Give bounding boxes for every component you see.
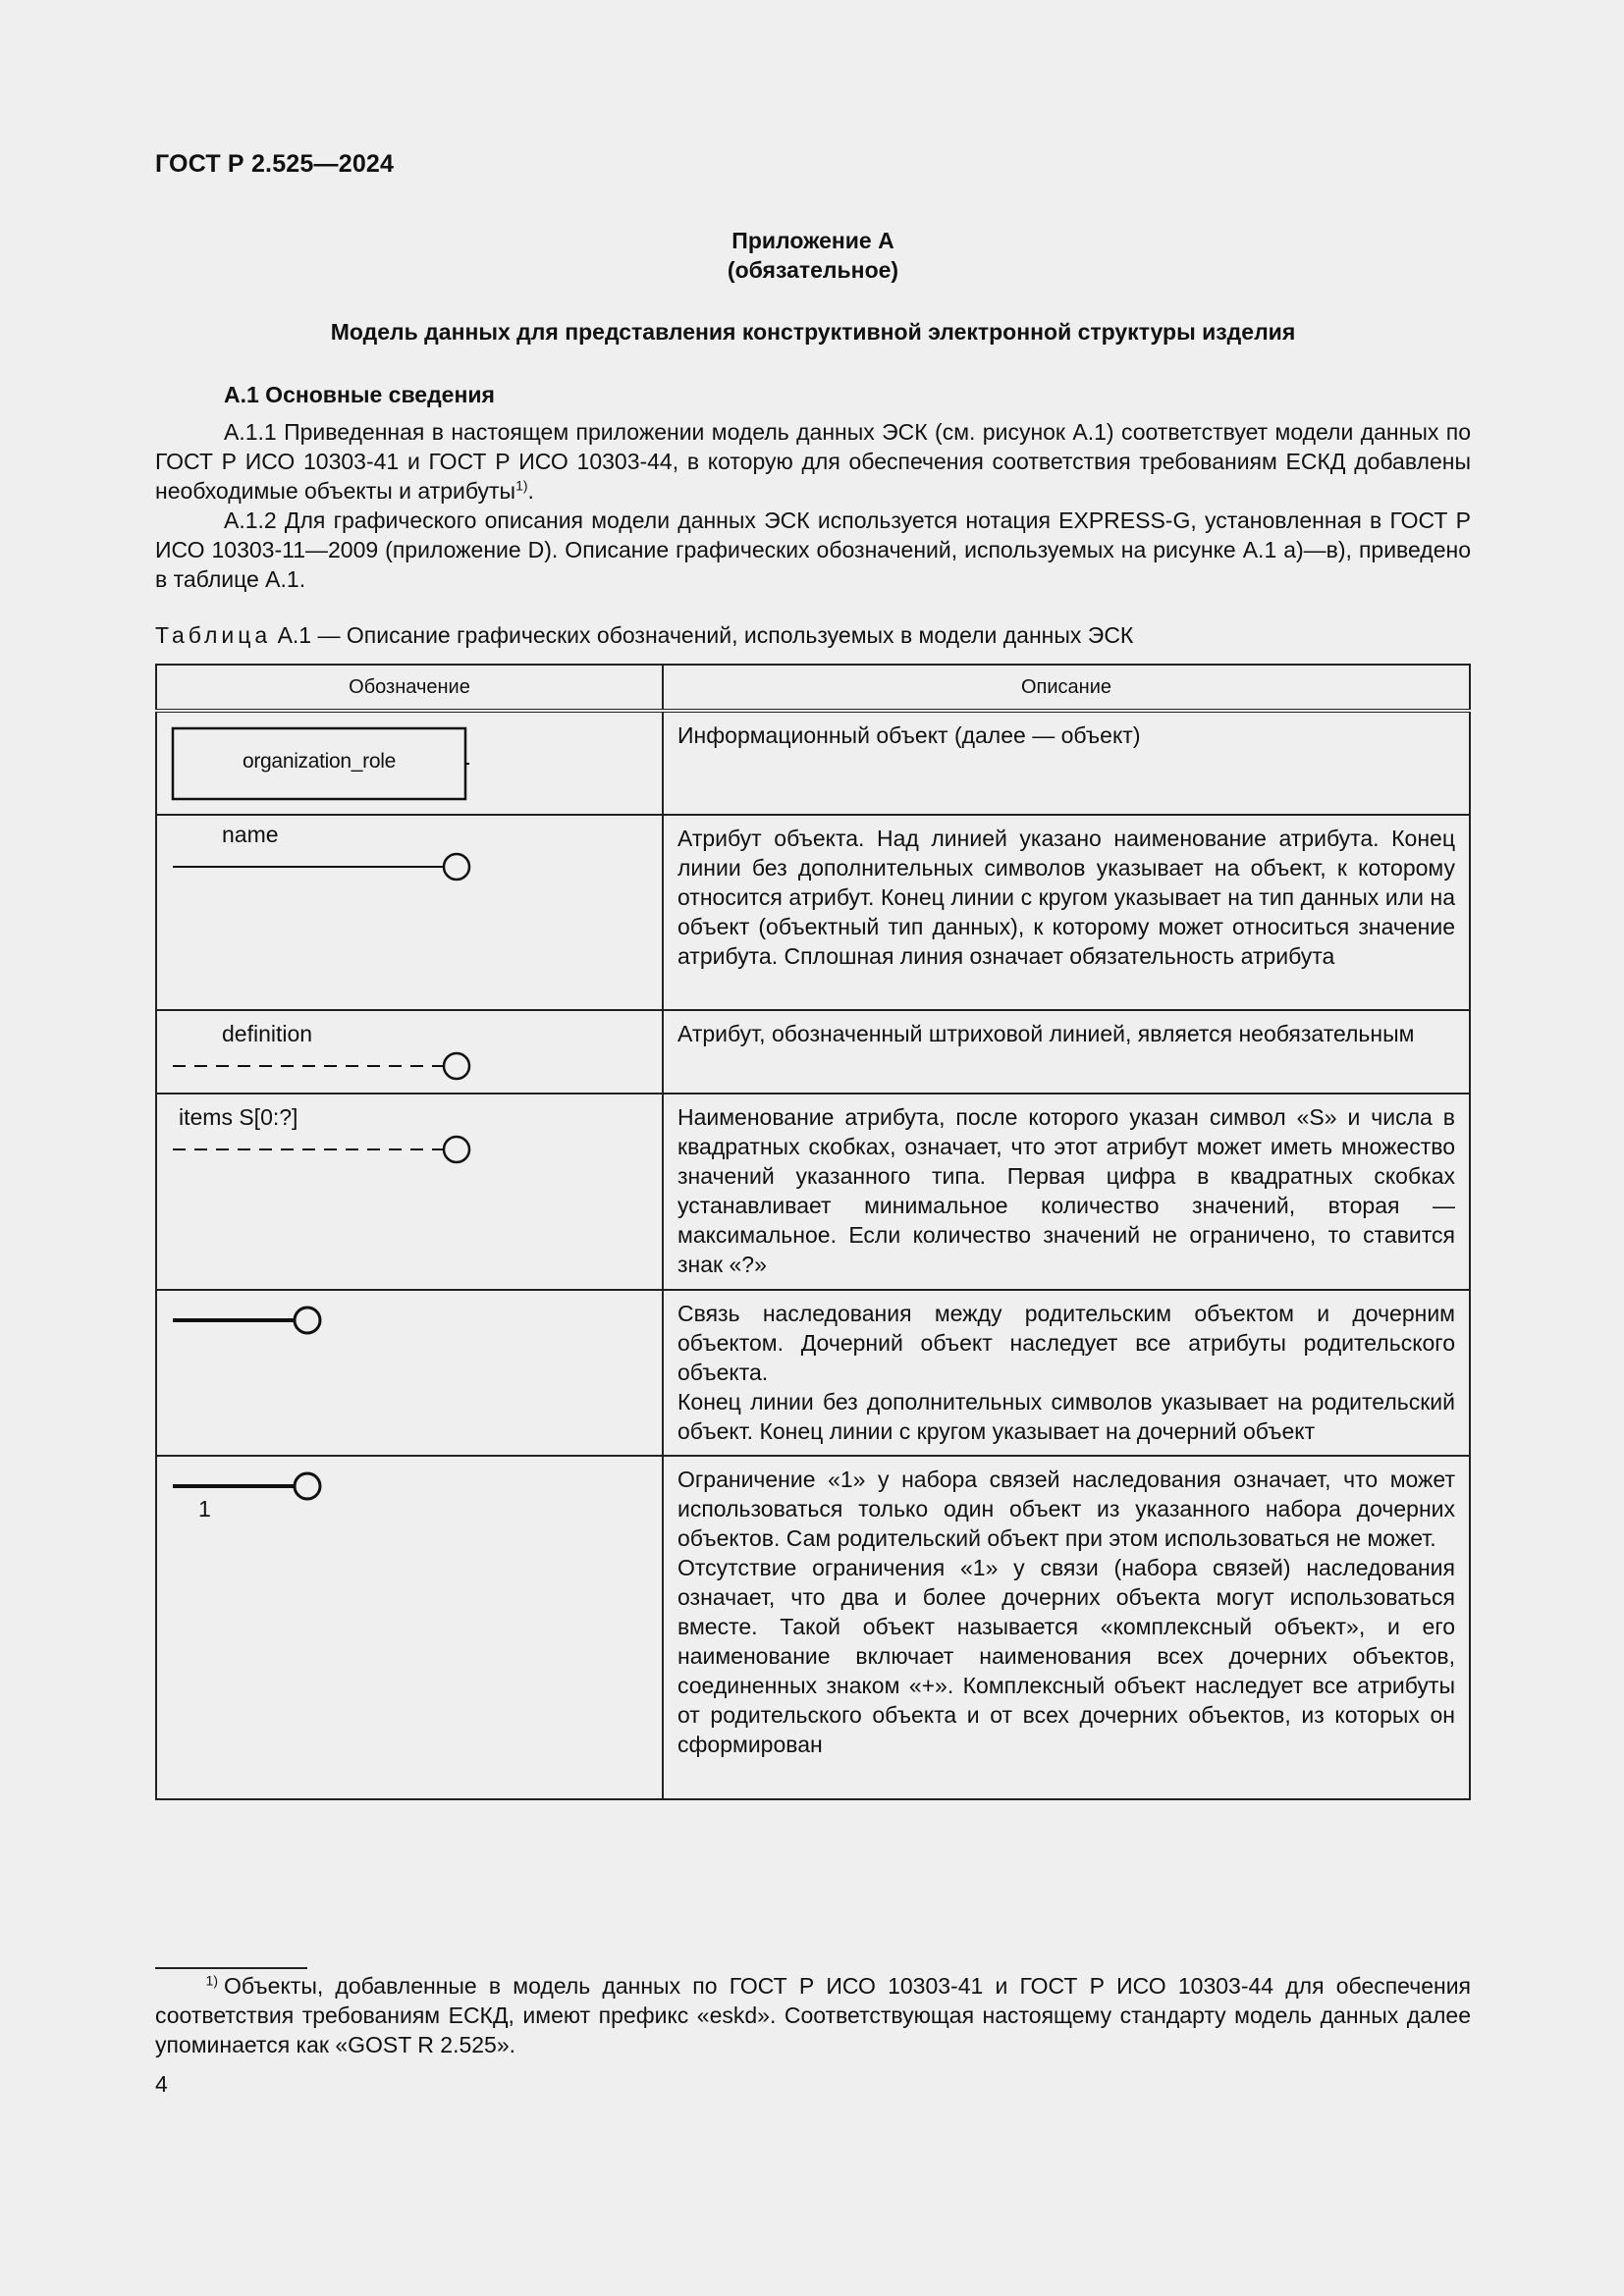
notation-table	[155, 664, 1471, 1800]
attribute-name-label: name	[222, 822, 279, 847]
symbol-cell	[156, 1094, 663, 1290]
table-row	[156, 815, 1470, 1010]
symbol-cell	[156, 1456, 663, 1799]
footnote-divider	[155, 1967, 307, 1969]
appendix-heading: Модель данных для представления конструктивной электронной структуры изделия	[330, 319, 1296, 345]
symbol-cell	[156, 711, 663, 815]
footnote	[155, 1971, 1471, 2059]
inheritance-symbol	[157, 1291, 662, 1457]
page-number: 4	[155, 2071, 168, 2097]
set-attribute-symbol	[157, 1095, 662, 1291]
description-cell	[663, 1456, 1470, 1799]
attribute-name-label: definition	[222, 1021, 313, 1046]
table-row	[156, 711, 1470, 815]
description-cell: Атрибут, обозначенный штриховой линией, является необязательным	[663, 1010, 1470, 1094]
table-caption	[155, 622, 1133, 649]
paragraph-a12	[155, 506, 1471, 594]
description-cell	[663, 1290, 1470, 1456]
section-title: А.1 Основные сведения	[224, 382, 495, 407]
column-header-description: Описание	[663, 665, 1470, 711]
description-cell: Информационный объект (далее — объект)	[663, 711, 1470, 815]
entity-name-label: organization_role	[242, 750, 396, 773]
attribute-name-label: items S[0:?]	[179, 1104, 298, 1130]
description-cell: Наименование атрибута, после которого указан символ «S» и числа в квадратных скобках, означает, что этот атрибут может иметь множество значений указанного типа. Первая цифра в квадратных скобках устанавливает минимальное количество значений, вторая — максимальное. Если количество значений не ограничено, то ставится знак «?»	[663, 1094, 1470, 1290]
column-header-symbol: Обозначение	[156, 665, 663, 711]
symbol-cell	[156, 1010, 663, 1094]
table-row	[156, 1290, 1470, 1456]
table-row	[156, 1010, 1470, 1094]
footnote-text: Объекты, добавленные в модель данных по ГОСТ Р ИСО 10303-41 и ГОСТ Р ИСО 10303-44 для обеспечения соответствия требованиям ЕСКД, имеют префикс «eskd». Соответствующая настоящему стандарту модель данных далее упоминается как «GOST R 2.525».	[155, 1973, 1471, 2057]
footnote-reference: 1)	[515, 477, 528, 494]
table-header-row	[156, 665, 1470, 711]
description-text: Конец линии без дополнительных символов указывает на родительский объект. Конец линии с кругом указывает на дочерний объект	[677, 1389, 1455, 1444]
paragraph-a11-end: .	[527, 478, 534, 504]
table-row	[156, 1094, 1470, 1290]
table-caption-text: А.1 — Описание графических обозначений, используемых в модели данных ЭСК	[277, 622, 1134, 648]
appendix-status: (обязательное)	[727, 257, 899, 283]
paragraph-a11-text: А.1.1 Приведенная в настоящем приложении модель данных ЭСК (см. рисунок А.1) соответствует модели данных по ГОСТ Р ИСО 10303-41 и ГОСТ Р ИСО 10303-44, в которую для обеспечения соответствия требованиям ЕСКД добавлены необходимые объекты и атрибуты	[155, 419, 1471, 504]
table-row	[156, 1456, 1470, 1799]
description-text: Связь наследования между родительским объектом и дочерним объектом. Дочерний объект наследует все атрибуты родительского объекта.	[677, 1301, 1455, 1385]
document-id: ГОСТ Р 2.525—2024	[155, 150, 395, 178]
symbol-cell	[156, 815, 663, 1010]
optional-attribute-symbol	[157, 1011, 662, 1095]
oneof-constraint-label: 1	[198, 1496, 211, 1522]
description-cell: Атрибут объекта. Над линией указано наименование атрибута. Конец линии без дополнительных символов указывает на объект, к которому относится атрибут. Конец линии с кругом указывает на тип данных или на объект (объектный тип данных), к которому может относиться значение атрибута. Сплошная линия означает обязательность атрибута	[663, 815, 1470, 1010]
appendix-title: Приложение А	[731, 228, 894, 253]
symbol-cell	[156, 1290, 663, 1456]
table-caption-label: Таблица	[155, 622, 272, 648]
paragraph-a11	[155, 417, 1471, 506]
mandatory-attribute-symbol	[157, 816, 662, 1011]
description-text: Ограничение «1» у набора связей наследования означает, что может использоваться только один объект из указанного набора дочерних объектов. Сам родительский объект при этом использоваться не может.	[677, 1467, 1455, 1551]
paragraph-a12-text: А.1.2 Для графического описания модели данных ЭСК используется нотация EXPRESS-G, установленная в ГОСТ Р ИСО 10303-11—2009 (приложение D). Описание графических обозначений, используемых на рисунке А.1 а)—в), приведено в таблице А.1.	[155, 507, 1471, 592]
description-text: Отсутствие ограничения «1» у связи (набора связей) наследования означает, что два и более дочерних объекта могут использоваться вместе. Такой объект называется «комплексный объект», и его наименование включает наименования всех дочерних объектов, соединенных знаком «+». Комплексный объект наследует все атрибуты от родительского объекта и от всех дочерних объектов, из которых он сформирован	[677, 1555, 1455, 1757]
oneof-inheritance-symbol	[157, 1457, 662, 1800]
footnote-mark: 1)	[205, 1972, 218, 1989]
